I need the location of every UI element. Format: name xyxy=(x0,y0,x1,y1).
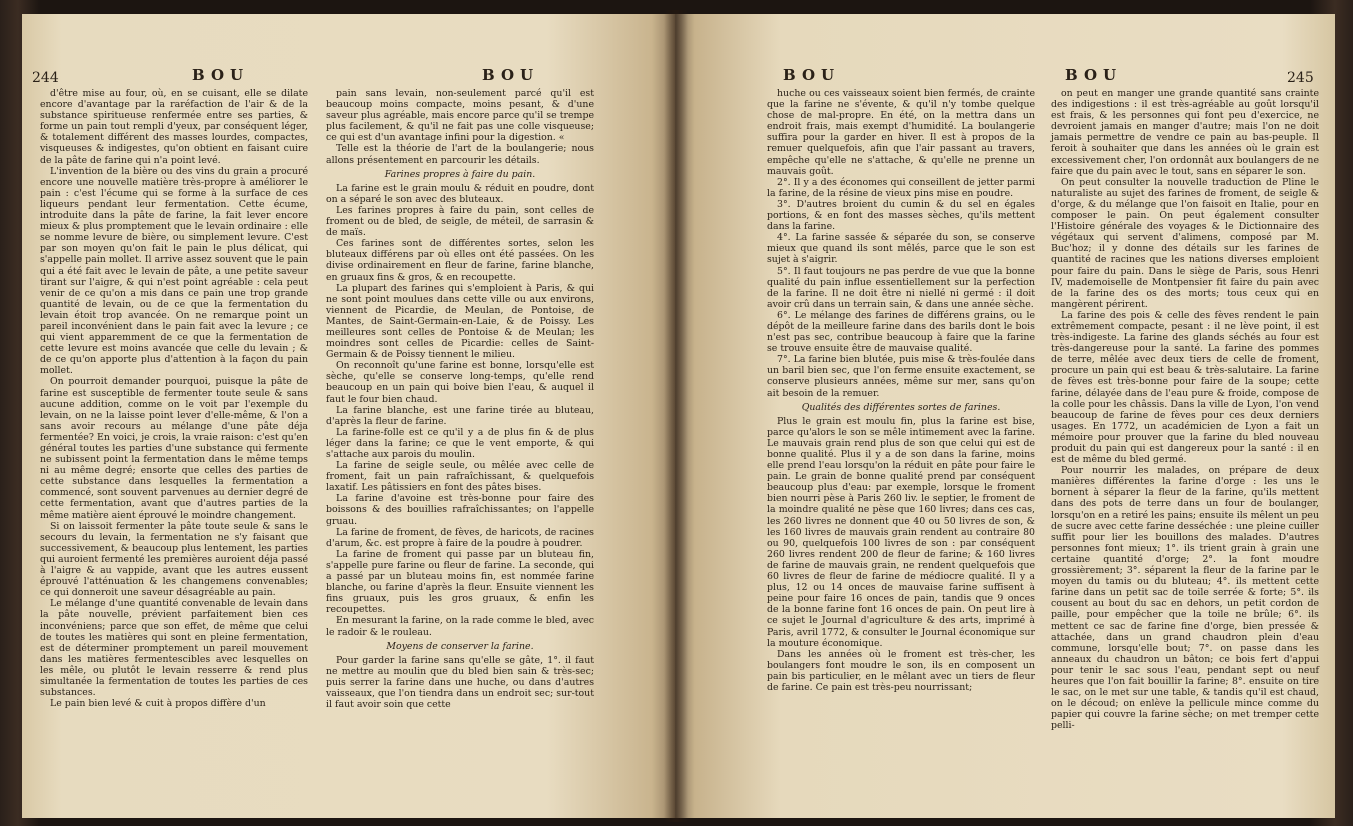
paragraph: Les farines propres à faire du pain, sont celles de froment ou de bled, de seigle, de méteil, de sarrasin & de maïs. xyxy=(326,204,594,239)
paragraph: 5°. Il faut toujours ne pas perdre de vue que la bonne qualité du pain influe essentiellement sur la perfection de la farine. Il ne doit être ni niellé ni germé : il doit avoir crû dans un terrain sain, & dans une année sèche. xyxy=(767,265,1035,310)
paragraph: 6°. Le mélange des farines de différens grains, ou le dépôt de la meilleure farine dans des barils dont le bois n'est pas sec, contribue beaucoup à faire que la farine se trouve ensuite être de mauvaise qualité. xyxy=(767,309,1035,355)
paragraph: d'être mise au four, où, en se cuisant, elle se dilate encore d'avantage par la raréfaction de l'air & de la substance spiritueuse renfermée entre ses parties, & forme un pain tout rempli d'yeux, par conséquent léger, & totalement différent des masses lourdes, compactes, visqueuses & indigestes, qu'on obtient en faisant cuire de la pâte de farine qui n'a point levé. xyxy=(40,88,308,166)
paragraph: L'invention de la bière ou des vins du grain a procuré encore une nouvelle matière très-propre à améliorer le pain : c'est l'écume qui se forme à la surface de ces liqueurs pendant leur fermentation. Cette écume, introduite dans la pâte de farine, la fait lever encore mieux & plus promptement que le levain ordinaire : elle se nomme levure de bière, ou simplement levure. C'est par son moyen qu'on fait le pain le plus délicat, qui s'appelle pain mollet. Il arrive assez souvent que le pain qui a été fait avec le levain de pâte, a une petite saveur tirant sur l'aigre, & qui n'est point agréable : cela peut venir de ce qu'on a mis dans ce pain une trop grande quantité de levain, ou de ce que la fermentation du levain étoit trop avancée. On ne remarque point un pareil inconvénient dans le pain fait avec la levure ; ce qui vient apparemment de ce que la fermentation de cette levure est moins avancée que celle du levain ; & de ce qu'on apporte plus d'attention à la façon du pain mollet. xyxy=(40,165,308,377)
paragraph: On peut consulter la nouvelle traduction de Pline le naturaliste au sujet des farines de froment, de seigle & d'orge, & du mélange que l'on faisoit en Italie, pour en composer le pain. On peut également consulter l'Histoire générale des voyages & le Dictionnaire des végétaux qui servent d'alimens, composé par M. Buc'hoz; il y donne des détails sur les farines de quantité de racines que les nations diverses emploient pour faire du pain. Dans le siège de Paris, sous Henri IV, mademoiselle de Montpensier fit faire du pain avec de la farine des os des morts; tous ceux qui en mangèrent périrent. xyxy=(1051,176,1319,310)
paragraph: La farine de froment qui passe par un bluteau fin, s'appelle pure farine ou fleur de farine. La seconde, qui a passé par un bluteau moins fin, est nommée farine blanche, ou farine d'après la fleur. Ensuite viennent les fins gruaux, puis les gros gruaux, & enfin les recoupettes. xyxy=(326,548,594,616)
paragraph: on peut en manger une grande quantité sans crainte des indigestions : il est très-agréable au goût lorsqu'il est frais, & les personnes qui font peu d'exercice, ne devroient jamais en manger d'autre; mais l'on ne doit jamais permettre de vendre ce pain au bas-peuple. Il feroit à souhaiter que dans les années où le grain est excessivement cher, l'on ordonnât aux boulangers de ne faire que du pain avec le tout, sans en séparer le son. xyxy=(1051,88,1319,177)
book-gutter xyxy=(664,10,688,822)
paragraph: Le pain bien levé & cuit à propos diffère d'un xyxy=(50,698,266,710)
text-column-right xyxy=(326,88,594,710)
section-heading: Qualités des différentes sortes de farines. xyxy=(801,401,1001,413)
paragraph: La farine est le grain moulu & réduit en poudre, dont on a séparé le son avec des bluteaux. xyxy=(326,182,594,205)
running-header: BOU xyxy=(482,66,540,84)
running-header: BOU xyxy=(1065,66,1123,84)
paragraph: huche ou ces vaisseaux soient bien fermés, de crainte que la farine ne s'évente, & qu'il n'y tombe quelque chose de mal-propre. En été, on la mettra dans un endroit frais, mais exempt d'humidité. La boulangerie suffira pour la garder en hiver. Il est à propos de la remuer quelquefois, afin que l'air passant au travers, empêche qu'elle ne s'attache, & qu'elle ne prenne un mauvais goût. xyxy=(767,88,1035,177)
paragraph: On pourroit demander pourquoi, puisque la pâte de farine est susceptible de fermenter toute seule & sans aucune addition, comme on le voit par l'exemple du levain, on ne la laisse point lever d'elle-même, & l'on a sans avoir recours au mélange d'une pâte déja fermentée? En voici, je crois, la vraie raison: c'est qu'en général toutes les parties d'une substance qui fermente ne subissent point la fermentation dans le même temps ni au même degré; ensorte que celles des parties de cette substance dans lesquelles la fermentation a commencé, sont souvent parvenues au dernier degré de cette fermentation, avant que d'autres parties de la même matière aient éprouvé le moindre changement. xyxy=(40,376,308,521)
paragraph: En mesurant la farine, on la rade comme le bled, avec le radoir & le rouleau. xyxy=(326,615,594,638)
paragraph: La plupart des farines qui s'emploient à Paris, & qui ne sont point moulues dans cette ville ou aux environs, viennent de Picardie, de Meulan, de Pontoise, de Mantes, de Saint-Germain-en-Laie, & de Poissy. Les meilleures sont celles de Pontoise & de Meulan; les moindres sont celles de Picardie: celles de Saint-Germain & de Poissy tiennent le milieu. xyxy=(326,282,594,361)
section-heading: Moyens de conserver la farine. xyxy=(386,640,534,652)
running-header: BOU xyxy=(783,66,841,84)
text-column-left xyxy=(767,88,1035,693)
paragraph: La farine blanche, est une farine tirée au bluteau, d'après la fleur de farine. xyxy=(326,404,594,427)
text-column-left xyxy=(40,88,308,709)
right-page xyxy=(675,14,1335,818)
paragraph: La farine de seigle seule, ou mêlée avec celle de froment, fait un pain rafraîchissant, & quelquefois laxatif. Les pâtissiers en font des pâtes bises. xyxy=(326,460,594,494)
left-page xyxy=(22,14,678,818)
paragraph: Dans les années où le froment est très-cher, les boulangers font moudre le son, ils en composent un pain bis particulier, en le mêlant avec un tiers de fleur de farine. Ce pain est très-peu nourrissant; xyxy=(767,648,1035,693)
paragraph: 7°. La farine bien blutée, puis mise & très-foulée dans un baril bien sec, que l'on ferme ensuite exactement, se conserve plusieurs années, même sur mer, sans qu'on ait besoin de la remuer. xyxy=(767,354,1035,399)
paragraph: pain sans levain, non-seulement parcé qu'il est beaucoup moins compacte, moins pesant, & d'une saveur plus agréable, mais encore parce qu'il se trempe plus facilement, & qu'il ne fait pas une colle visqueuse; ce qui est d'un avantage infini pour la digestion. « xyxy=(326,88,594,144)
paragraph: La farine-folle est ce qu'il y a de plus fin & de plus léger dans la farine; ce que le vent emporte, & qui s'attache aux parois du moulin. xyxy=(326,426,594,460)
paragraph: Pour nourrir les malades, on prépare de deux manières différentes la farine d'orge : les uns le bornent à séparer la fleur de la farine, qu'ils mettent dans des pots de terre dans un four de boulanger, lorsqu'on en a retiré les pains; ensuite ils mêlent un peu de sucre avec cette farine desséchée : une pleine cuiller suffit pour lier les bouillons des malades. D'autres personnes font mieux; 1°. ils trient grain à grain une certaine quantité d'orge; 2°. la font moudre grossièrement; 3°. séparent la fleur de la farine par le moyen du tamis ou du bluteau; 4°. ils mettent cette farine dans un petit sac de toile serrée & forte; 5°. ils cousent au bout du sac en dehors, un petit cordon de paille, pour empêcher que la toile ne brûle; 6°. ils mettent ce sac de farine fine d'orge, bien pressée & attachée, dans un grand chaudron plein d'eau commune, lorsqu'elle bout; 7°. on passe dans les anneaux du chaudron un bâton; ce bois fert d'appui pour tenir le sac sous l'eau, pendant sept ou neuf heures que l'on fait bouillir la farine; 8°. ensuite on tire le sac, on le met sur une table, & tandis qu'il est chaud, on le découd; on enlève la pellicule mince comme du papier qui couvre la farine sèche; on met tremper cette pelli- xyxy=(1051,465,1319,732)
paragraph: Ces farines sont de différentes sortes, selon les bluteaux différens par où elles ont été passées. On les divise ordinairement en fleur de farine, farine blanche, en gruaux fins & gros, & en recoupette. xyxy=(326,238,594,283)
page-number: 244 xyxy=(32,70,59,86)
paragraph: Pour garder la farine sans qu'elle se gâte, 1°. il faut ne mettre au moulin que du bled bien sain & très-sec; puis serrer la farine dans une huche, ou dans d'autres vaisseaux, que l'on tiendra dans un endroit sec; sur-tout il faut avoir soin que cette xyxy=(326,654,594,711)
paragraph: La farine des pois & celle des fèves rendent le pain extrêmement compacte, pesant : il ne lève point, il est très-indigeste. La farine des glands séchés au four est très-dangereuse pour la santé. La farine des pommes de terre, mêlée avec deux tiers de celle de froment, procure un pain qui est beau & très-salutaire. La farine de fèves est très-bonne pour faire de la soupe; cette farine, délayée dans de l'eau pure & froide, compose de la colle pour les châssis. Dans la ville de Lyon, l'on vend beaucoup de farine de fèves pour ces deux derniers usages. En 1772, un académicien de Lyon a fait un mémoire pour prouver que la farine du bled nouveau produit du pain qui est dangereux pour la santé : il en est de même du bled germé. xyxy=(1051,309,1319,466)
section-heading: Farines propres à faire du pain. xyxy=(384,168,536,180)
paragraph: 4°. La farine sassée & séparée du son, se conserve mieux que quand ils sont mêlés, parce que le son est sujet à s'aigrir. xyxy=(767,232,1035,266)
paragraph: 2°. Il y a des économes qui conseillent de jetter parmi la farine, de la résine de vieux pins mise en poudre. xyxy=(767,176,1035,199)
paragraph: La farine de froment, de fèves, de haricots, de racines d'arum, &c. est propre à faire de la poudre à poudrer. xyxy=(326,526,594,549)
paragraph: On reconnoît qu'une farine est bonne, lorsqu'elle est sèche, qu'elle se conserve long-temps, qu'elle rend beaucoup en un pain qui boive bien l'eau, & auquel il faut le four bien chaud. xyxy=(326,360,594,405)
text-column-right xyxy=(1051,88,1319,731)
paragraph: Si on laissoit fermenter la pâte toute seule & sans le secours du levain, la fermentation ne s'y faisant que successivement, & beaucoup plus lentement, les parties qui auroient fermenté les premières auroient déja passé à l'aigre & au vappide, avant que les autres eussent éprouvé l'atténuation & les changemens convenables; ce qui donneroit une saveur désagréable au pain. xyxy=(40,520,308,599)
paragraph: Telle est la théorie de l'art de la boulangerie; nous allons présentement en parcourir les détails. xyxy=(326,143,594,166)
paragraph: 3°. D'autres broient du cumin & du sel en égales portions, & en font des masses sèches, qu'ils mettent dans la farine. xyxy=(767,198,1035,233)
paragraph: La farine d'avoine est très-bonne pour faire des boissons & des bouillies rafraîchissantes; on l'appelle gruau. xyxy=(326,493,594,527)
paragraph: Plus le grain est moulu fin, plus la farine est bise, parce qu'alors le son se mêle intimement avec la farine. Le mauvais grain rend plus de son que celui qui est de bonne qualité. Plus il y a de son dans la farine, moins elle prend l'eau lorsqu'on la réduit en pâte pour faire le pain. Le grain de bonne qualité prend par conséquent beaucoup plus d'eau: par exemple, lorsque le froment bien nourri pèse à Paris 260 liv. le septier, le froment de la moindre qualité ne pèse que 160 livres; dans ces cas, les 260 livres ne donnent que 40 ou 50 livres de son, & les 160 livres de mauvais grain rendent au contraire 80 ou 90, quelquefois 100 livres de son : par conséquent 260 livres rendent 200 de fleur de farine; & 160 livres de farine de mauvais grain, ne rendent quelquefois que 60 livres de fleur de farine de médiocre qualité. Il y a plus, 12 ou 14 onces de mauvaise farine suffisent à peine pour faire 16 onces de pain, tandis que 9 onces de la bonne farine font 16 onces de pain. On peut lire à ce sujet le Journal d'agriculture & des arts, imprimé à Paris, avril 1772, & consulter le Journal économique sur la mouture économique. xyxy=(767,415,1035,649)
paragraph: Le mélange d'une quantité convenable de levain dans la pâte nouvelle, prévient parfaitement bien ces inconvéniens; parce que son effet, de même que celui de toutes les matières qui sont en pleine fermentation, est de déterminer promptement un pareil mouvement dans les matières fermentescibles avec lesquelles on les mêle, ou plutôt le levain resserre & rend plus simultanée la fermentation de toutes les parties de ces substances. xyxy=(40,598,308,699)
running-header: BOU xyxy=(192,66,250,84)
page-number: 245 xyxy=(1287,70,1314,86)
